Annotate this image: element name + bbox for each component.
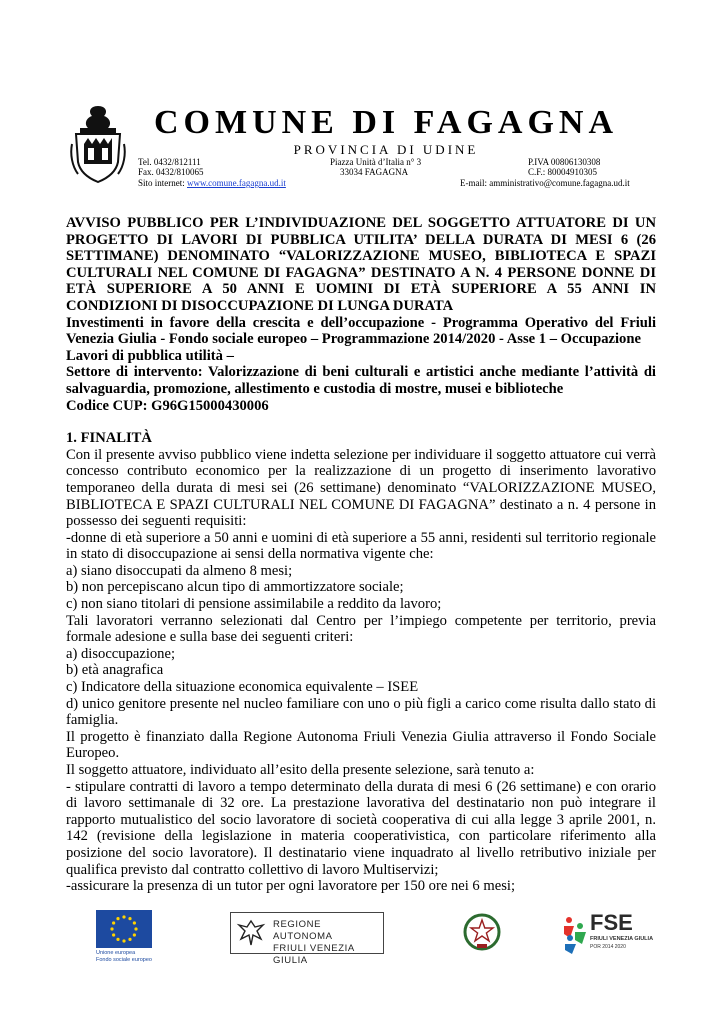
fse-label: FSE [590,910,633,935]
address-line1: Piazza Unità d’Italia n° 3 [330,157,422,167]
address-line2: 33034 FAGAGNA [340,167,409,177]
notice-title: AVVISO PUBBLICO PER L’INDIVIDUAZIONE DEL SOGGETTO ATTUATORE DI UN PROGETTO DI LAVORI DI PUBBLICA UTILITA’ DELLA DURATA DI MESI 6 (26 SETTIMANE) DENOMINATO “VALORIZZAZIONE MUSEO, BIBLIOTECA E SPAZI CULTURALI NEL COMUNE DI FAGAGNA” DESTINATO A N. 4 PERSONE DONNE DI ETÀ SUPERIORE A 50 ANNI E UOMINI DI ETÀ SUPERIORE A 55 ANNI IN CONDIZIONI DI DISOCCUPAZIONE DI LUNGA DURATA [66,215,656,314]
paragraph: Il soggetto attuatore, individuato all’esito della presente selezione, sarà tenuto a: [66,762,535,778]
fax: Fax. 0432/810065 [138,167,204,177]
list-item: a) disoccupazione; [66,645,175,662]
list-item: c) non siano titolari di pensione assimilabile a reddito da lavoro; [66,596,442,613]
eu-star-icon [133,921,136,924]
eu-label-line1: Unione europea [96,950,136,956]
list-item: b) età anagrafica [66,662,164,679]
website-label: Sito internet: [138,178,185,188]
email-line: E-mail: amministrativo@comune.fagagna.ud.it [460,178,630,188]
footer-logos [0,908,724,978]
paragraph: -donne di età superiore a 50 anni e uomini di età superiore a 55 anni, residenti sul territorio regionale in stato di disoccupazione ai sensi della normativa vigente che: [66,529,656,563]
fse-sublabel-por: POR 2014 2020 [590,944,626,950]
fse-figures-icon [560,914,590,954]
cf: C.F.: 80004910305 [528,167,598,177]
eu-star-icon [122,915,125,918]
province: PROVINCIA DI UDINE [293,142,479,157]
italian-republic-emblem-icon [462,912,502,952]
cup-code: Codice CUP: G96G15000430006 [66,397,269,414]
eu-star-icon [110,927,113,930]
eu-flag-icon [96,910,152,948]
contact-address-block [330,157,421,177]
regione-fvg-logo [230,912,384,966]
paragraph: Con il presente avviso pubblico viene indetta selezione per individuare il soggetto attuatore cui verrà concesso contributo economico per la realizzazione di un progetto di inserimento lavorativo temporaneo della durata di mesi sei (26 settimane) denominato “VALORIZZAZIONE MUSEO, BIBLIOTECA E SPAZI CULTURALI NEL COMUNE DI FAGAGNA” destinato a n. 4 persone in possesso dei seguenti requisiti: [66,446,656,530]
list-item: c) Indicatore della situazione economica equivalente – ISEE [66,679,419,696]
contact-phone-block [138,157,204,177]
fvg-label-line1: REGIONE AUTONOMA [273,919,333,942]
eu-star-icon [128,938,131,941]
paragraph: Tali lavoratori verranno selezionati dal Centro per l’impiego competente per territorio, previa formale adesione e sulla base dei seguenti criteri: [66,612,656,646]
list-item: d) unico genitore presente nel nucleo familiare con uno o più figli a carico come risulta dallo stato di famiglia. [66,695,656,729]
contact-fiscal-block [528,157,600,177]
eu-label-line2: Fondo sociale europeo [96,956,152,963]
list-item: b) non percepiscano alcun tipo di ammortizzatore sociale; [66,579,404,596]
eu-star-icon [112,933,115,936]
section-heading-finalita: 1. FINALITÀ [66,430,152,447]
fse-sublabel-region: FRIULI VENEZIA GIULIA [590,936,654,942]
municipal-crest-icon [70,104,126,184]
eu-star-icon [133,933,136,936]
eu-star-icon [112,921,115,924]
sector-line: Settore di intervento: Valorizzazione di beni culturali e artistici anche mediante l’attività di salvaguardia, promozione, allestimento e custodia di mostre, musei e biblioteche [66,364,656,397]
eu-star-icon [134,927,137,930]
document-body [66,215,656,895]
eu-star-icon [116,938,119,941]
piva: P.IVA 00806130308 [528,157,601,167]
phone: Tel. 0432/812111 [138,157,201,167]
eu-logo [96,910,156,963]
eagle-icon [235,917,267,949]
website-link[interactable]: www.comune.fagagna.ud.it [187,178,286,188]
fvg-label-line2: FRIULI VENEZIA GIULIA [273,943,355,966]
program-line: Investimenti in favore della crescita e dell’occupazione - Programma Operativo del Friuli Venezia Giulia - Fondo sociale europeo – Programmazione 2014/2020 - Asse 1 – Occupazione [66,314,656,348]
paragraph: - stipulare contratti di lavoro a tempo determinato della durata di mesi 6 (26 settimane) e con orario di lavoro settimanale di 32 ore. La prestazione lavorativa del destinatario non può integrare il rapporto mutualistico del socio lavoratore di società cooperativa di cui alla legge 3 aprile 2001, n. 142 (revisione della legislazione in materia cooperativistica, con particolare riferimento alla posizione del socio lavoratore). Il destinatario viene inquadrato al livello retributivo iniziale per qualifica previsto dal contratto collettivo di lavoro Multiservizi; [66,778,656,878]
list-item: a) siano disoccupati da almeno 8 mesi; [66,562,293,579]
eu-star-icon [116,917,119,920]
eu-star-icon [128,917,131,920]
paragraph: Il progetto è finanziato dalla Regione Autonoma Friuli Venezia Giulia attraverso il Fondo Sociale Europeo. [66,728,656,762]
eu-star-icon [122,939,125,942]
paragraph: -assicurare la presenza di un tutor per ogni lavoratore per 150 ore nei 6 mesi; [66,878,515,895]
org-name: COMUNE DI FAGAGNA [153,104,618,141]
website-line [138,178,286,188]
fse-logo [560,910,654,960]
works-line: Lavori di pubblica utilità – [66,347,234,364]
